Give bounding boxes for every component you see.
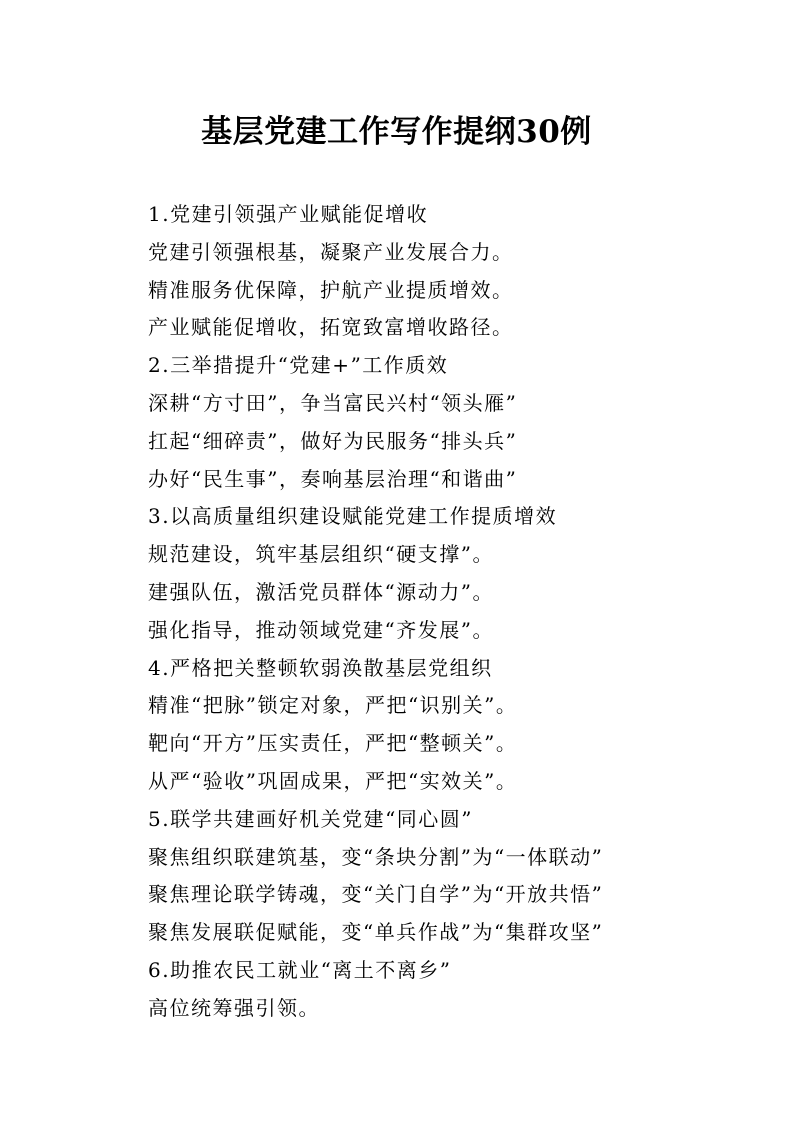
outline-heading: 1.党建引领强产业赋能促增收: [148, 202, 429, 226]
outline-line: 规范建设，筑牢基层组织“硬支撑”。: [148, 542, 494, 567]
outline-line: 高位统筹强引领。: [148, 995, 320, 1020]
outline-line: 扛起“细碎责”，做好为民服务“排头兵”: [148, 428, 518, 453]
outline-line: 精准服务优保障，护航产业提质增效。: [148, 277, 514, 302]
outline-line: 从严“验收”巩固成果，严把“实效关”。: [148, 768, 518, 793]
outline-heading: 3.以高质量组织建设赋能党建工作提质增效: [148, 504, 558, 529]
outline-heading: 4.严格把关整顿软弱涣散基层党组织: [148, 655, 493, 680]
outline-line: 强化指导，推动领域党建“齐发展”。: [148, 617, 494, 642]
outline-line: 靶向“开方”压实责任，严把“整顿关”。: [148, 731, 518, 756]
outline-line: 聚焦理论联学铸魂，变“关门自学”为“开放共悟”: [148, 882, 604, 907]
document-title: 基层党建工作写作提纲30例: [201, 114, 592, 150]
outline-heading: 2.三举措提升“党建+”工作质效: [148, 353, 449, 378]
outline-line: 精准“把脉”锁定对象，严把“识别关”。: [148, 693, 518, 718]
outline-list: [148, 196, 748, 1028]
outline-heading: 6.助推农民工就业“离土不离乡”: [148, 957, 452, 982]
outline-line: 深耕“方寸田”，争当富民兴村“领头雁”: [148, 390, 518, 415]
outline-line: 建强队伍，激活党员群体“源动力”。: [148, 579, 494, 604]
outline-heading: 5.联学共建画好机关党建“同心圆”: [148, 806, 474, 831]
outline-line: 办好“民生事”，奏响基层治理“和谐曲”: [148, 466, 518, 491]
outline-line: 党建引领强根基，凝聚产业发展合力。: [148, 239, 514, 264]
outline-line: 聚焦发展联促赋能，变“单兵作战”为“集群攻坚”: [148, 920, 604, 945]
outline-line: 聚焦组织联建筑基，变“条块分割”为“一体联动”: [148, 844, 604, 869]
outline-line: 产业赋能促增收，拓宽致富增收路径。: [148, 315, 514, 340]
